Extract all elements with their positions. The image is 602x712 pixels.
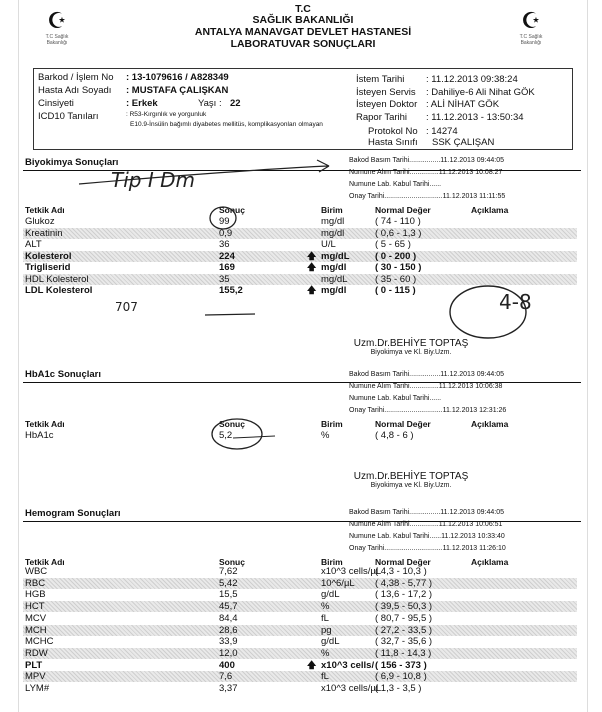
result-value: 3,37 [219, 683, 238, 694]
biochem-meta-1: Numune Alım Tarihi...............11.12.2013 10:08:27 [349, 169, 503, 176]
hba1c-meta-0: Bakod Basım Tarihi................11.12.2013 09:44:05 [349, 371, 505, 378]
unit: g/dL [321, 589, 340, 601]
test-name: Kreatinin [25, 227, 63, 239]
report-date-label: Rapor Tarihi [356, 112, 408, 123]
hba1c-meta-2: Numune Lab. Kabul Tarihi...... [349, 395, 442, 402]
class-label: Hasta Sınıfı [368, 137, 418, 148]
test-name: Kolesterol [25, 250, 72, 262]
col-desc-hba1c: Açıklama [471, 419, 509, 429]
normal-range: ( 0,6 - 1,3 ) [375, 227, 422, 239]
biochem-meta-0: Bakod Basım Tarihi................11.12.2013 09:44:05 [349, 157, 505, 164]
header-tc: T.C [295, 3, 311, 15]
normal-range: ( 27,2 - 33,5 ) [375, 624, 433, 636]
test-name: RDW [25, 647, 48, 659]
result-value: 28,6 [219, 624, 238, 636]
normal-range: ( 30 - 150 ) [375, 262, 422, 273]
pen-circle-glukoz [210, 207, 236, 229]
unit: % [321, 430, 330, 441]
test-name: Trigliserid [25, 262, 71, 273]
result-value: 84,4 [219, 612, 238, 624]
unit: fL [321, 671, 329, 683]
unit: 10^6/µL [321, 577, 355, 589]
request-date-label: İstem Tarihi [356, 74, 405, 85]
col-test: Tetkik Adı [25, 205, 65, 215]
high-arrow-icon: 🡅 [307, 250, 317, 261]
high-arrow-icon: 🡅 [307, 285, 317, 295]
unit: mg/dL [321, 250, 350, 262]
result-value: 224 [219, 250, 235, 262]
biochem-doctor-signature: Uzm.Dr.BEHİYE TOPTAŞ Biyokimya ve Kl. Biy.Uzm. [353, 338, 469, 356]
pen-marks-overlay [19, 0, 587, 712]
result-value: 15,5 [219, 589, 238, 601]
hba1c-meta-1: Numune Alım Tarihi...............11.12.2013 10:06:38 [349, 383, 503, 390]
hba1c-title: HbA1c Sonuçları [25, 369, 102, 380]
ministry-logo-right: ☪ T.C Sağlık Bakanlığı [519, 8, 543, 46]
name-label: Hasta Adı Soyadı [38, 85, 112, 96]
handwritten-note-range: 4-8 [499, 290, 532, 314]
pen-arrow-mark [79, 160, 329, 184]
pen-mark-hba1c [233, 436, 275, 438]
unit: mg/dl [321, 285, 347, 296]
barcode-label: Barkod / İşlem No [38, 72, 114, 83]
unit: x10^3 cells/ [321, 659, 375, 671]
unit: % [321, 647, 330, 659]
col-unit-hemogram: Birim [321, 557, 343, 567]
col-result-hemogram: Sonuç [219, 557, 245, 567]
result-value: 7,6 [219, 671, 233, 683]
normal-range: ( 5 - 65 ) [375, 239, 411, 250]
test-name: HbA1c [25, 430, 54, 441]
high-arrow-icon: 🡅 [307, 262, 317, 272]
hemogram-title: Hemogram Sonuçları [25, 508, 121, 519]
normal-range: ( 11,8 - 14,3 ) [375, 647, 432, 659]
result-value: 169 [219, 262, 235, 273]
hemogram-meta-0: Bakod Basım Tarihi................11.12.2013 09:44:05 [349, 509, 505, 516]
result-value: 5,2 [219, 430, 233, 441]
col-normal-hemogram: Normal Değer [375, 557, 431, 567]
normal-range: ( 35 - 60 ) [375, 273, 417, 285]
col-desc-hemogram: Açıklama [471, 557, 509, 567]
normal-range: ( 74 - 110 ) [375, 216, 421, 227]
icd-label: ICD10 Tanıları [38, 111, 99, 122]
ministry-logo-left: ☪ T.C Sağlık Bakanlığı [45, 8, 69, 46]
unit: fL [321, 612, 329, 624]
doctor-label: İsteyen Doktor [356, 99, 418, 110]
protocol-label: Protokol No [368, 126, 418, 137]
result-value: 400 [219, 659, 235, 671]
gender-label: Cinsiyeti [38, 98, 74, 109]
test-name: Glukoz [25, 216, 55, 227]
biochem-meta-3: Onay Tarihi..............................11.12.2013 11:11:55 [349, 193, 506, 200]
unit: mg/dl [321, 227, 345, 239]
class-value: SSK ÇALIŞAN [432, 137, 495, 148]
name-value: : MUSTAFA ÇALIŞKAN [126, 85, 229, 96]
normal-range: ( 0 - 115 ) [375, 285, 416, 296]
pen-circle-hba1c [212, 419, 262, 449]
col-result: Sonuç [219, 205, 245, 215]
normal-range: ( 4,8 - 6 ) [375, 430, 414, 441]
unit: g/dL [321, 636, 340, 648]
col-unit-hba1c: Birim [321, 419, 343, 429]
doctor-value: : ALİ NİHAT GÖK [426, 99, 500, 110]
col-test-hemogram: Tetkik Adı [25, 557, 65, 567]
result-value: 36 [219, 239, 230, 250]
handwritten-diagnosis-note: Tip I Dm [111, 168, 195, 192]
test-name: PLT [25, 659, 43, 671]
test-name: RBC [25, 577, 46, 589]
header-report-title: LABORATUVAR SONUÇLARI [230, 38, 376, 50]
normal-range: ( 13,6 - 17,2 ) [375, 589, 433, 601]
hba1c-meta-3: Onay Tarihi..............................11.12.2013 12:31:26 [349, 407, 507, 414]
unit: % [321, 601, 330, 613]
normal-range: ( 39,5 - 50,3 ) [375, 601, 433, 613]
normal-range: ( 4,38 - 5,77 ) [375, 577, 433, 589]
high-arrow-icon: 🡅 [307, 659, 317, 670]
result-value: 155,2 [219, 285, 243, 296]
test-name: ALT [25, 239, 42, 250]
barcode-value: : 13-1079616 / A828349 [126, 72, 229, 83]
pen-circle-note [450, 286, 526, 338]
result-value: 7,62 [219, 566, 238, 577]
normal-range: ( 6,9 - 10,8 ) [375, 671, 427, 683]
unit: mg/dl [321, 262, 347, 273]
protocol-value: : 14274 [426, 126, 458, 137]
unit: pg [321, 624, 332, 636]
result-value: 33,9 [219, 636, 238, 648]
test-name: WBC [25, 566, 48, 577]
col-test-hba1c: Tetkik Adı [25, 419, 65, 429]
unit: x10^3 cells/µL [321, 683, 382, 694]
normal-range: ( 0 - 200 ) [375, 250, 417, 262]
normal-range: ( 32,7 - 35,6 ) [375, 636, 433, 648]
col-desc: Açıklama [471, 205, 509, 215]
result-value: 99 [219, 216, 230, 227]
result-value: 45,7 [219, 601, 238, 613]
icd-line1: : R53-Kırgınlık ve yorgunluk [126, 111, 207, 118]
header-ministry: SAĞLIK BAKANLIĞI [252, 14, 354, 26]
unit: U/L [321, 239, 336, 250]
test-name: HDL Kolesterol [25, 273, 89, 285]
normal-range: ( 80,7 - 95,5 ) [375, 612, 433, 624]
col-normal-hba1c: Normal Değer [375, 419, 431, 429]
request-date-value: : 11.12.2013 09:38:24 [426, 74, 518, 85]
result-value: 5,42 [219, 577, 238, 589]
col-normal: Normal Değer [375, 205, 431, 215]
age-label: Yaşı : [198, 98, 222, 109]
unit: mg/dl [321, 216, 345, 227]
test-name: MPV [25, 671, 46, 683]
gender-value: : Erkek [126, 98, 158, 109]
test-name: HCT [25, 601, 45, 613]
test-name: MCH [25, 624, 47, 636]
normal-range: ( 4,3 - 10,3 ) [375, 566, 427, 577]
col-unit: Birim [321, 205, 343, 215]
pen-underline-ldl [205, 314, 255, 315]
icd-line2: E10.9-İnsülin bağımlı diyabetes mellitüs, komplikasyonları olmayan [130, 121, 323, 128]
normal-range: ( 156 - 373 ) [375, 659, 427, 671]
result-value: 12,0 [219, 647, 238, 659]
biochem-meta-2: Numune Lab. Kabul Tarihi...... [349, 181, 442, 188]
test-name: HGB [25, 589, 46, 601]
hemogram-meta-3: Onay Tarihi..............................11.12.2013 11:26:10 [349, 545, 506, 552]
result-value: 0,9 [219, 227, 233, 239]
result-value: 35 [219, 273, 230, 285]
hemogram-meta-2: Numune Lab. Kabul Tarihi......11.12.2013 10:33:40 [349, 533, 505, 540]
test-name: LDL Kolesterol [25, 285, 93, 296]
age-value: 22 [230, 98, 241, 109]
header-hospital: ANTALYA MANAVGAT DEVLET HASTANESİ [194, 26, 412, 38]
lab-report-page [18, 0, 588, 712]
col-result-hba1c: Sonuç [219, 419, 245, 429]
test-name: MCV [25, 612, 47, 624]
hba1c-doctor-signature: Uzm.Dr.BEHİYE TOPTAŞ Biyokimya ve Kl. Biy.Uzm. [353, 471, 469, 489]
test-name: MCHC [25, 636, 54, 648]
service-label: İsteyen Servis [356, 87, 416, 98]
normal-range: ( 1,3 - 3,5 ) [375, 683, 422, 694]
hemogram-meta-1: Numune Alım Tarihi...............11.12.2013 10:06:51 [349, 521, 503, 528]
biochem-title: Biyokimya Sonuçları [25, 157, 119, 168]
service-value: : Dahiliye-6 Ali Nihat GÖK [426, 87, 535, 98]
test-name: LYM# [25, 683, 50, 694]
report-date-value: : 11.12.2013 - 13:50:34 [426, 112, 524, 123]
unit: x10^3 cells/µL [321, 566, 382, 577]
handwritten-note-707: 707 [115, 300, 138, 314]
unit: mg/dL [321, 273, 348, 285]
